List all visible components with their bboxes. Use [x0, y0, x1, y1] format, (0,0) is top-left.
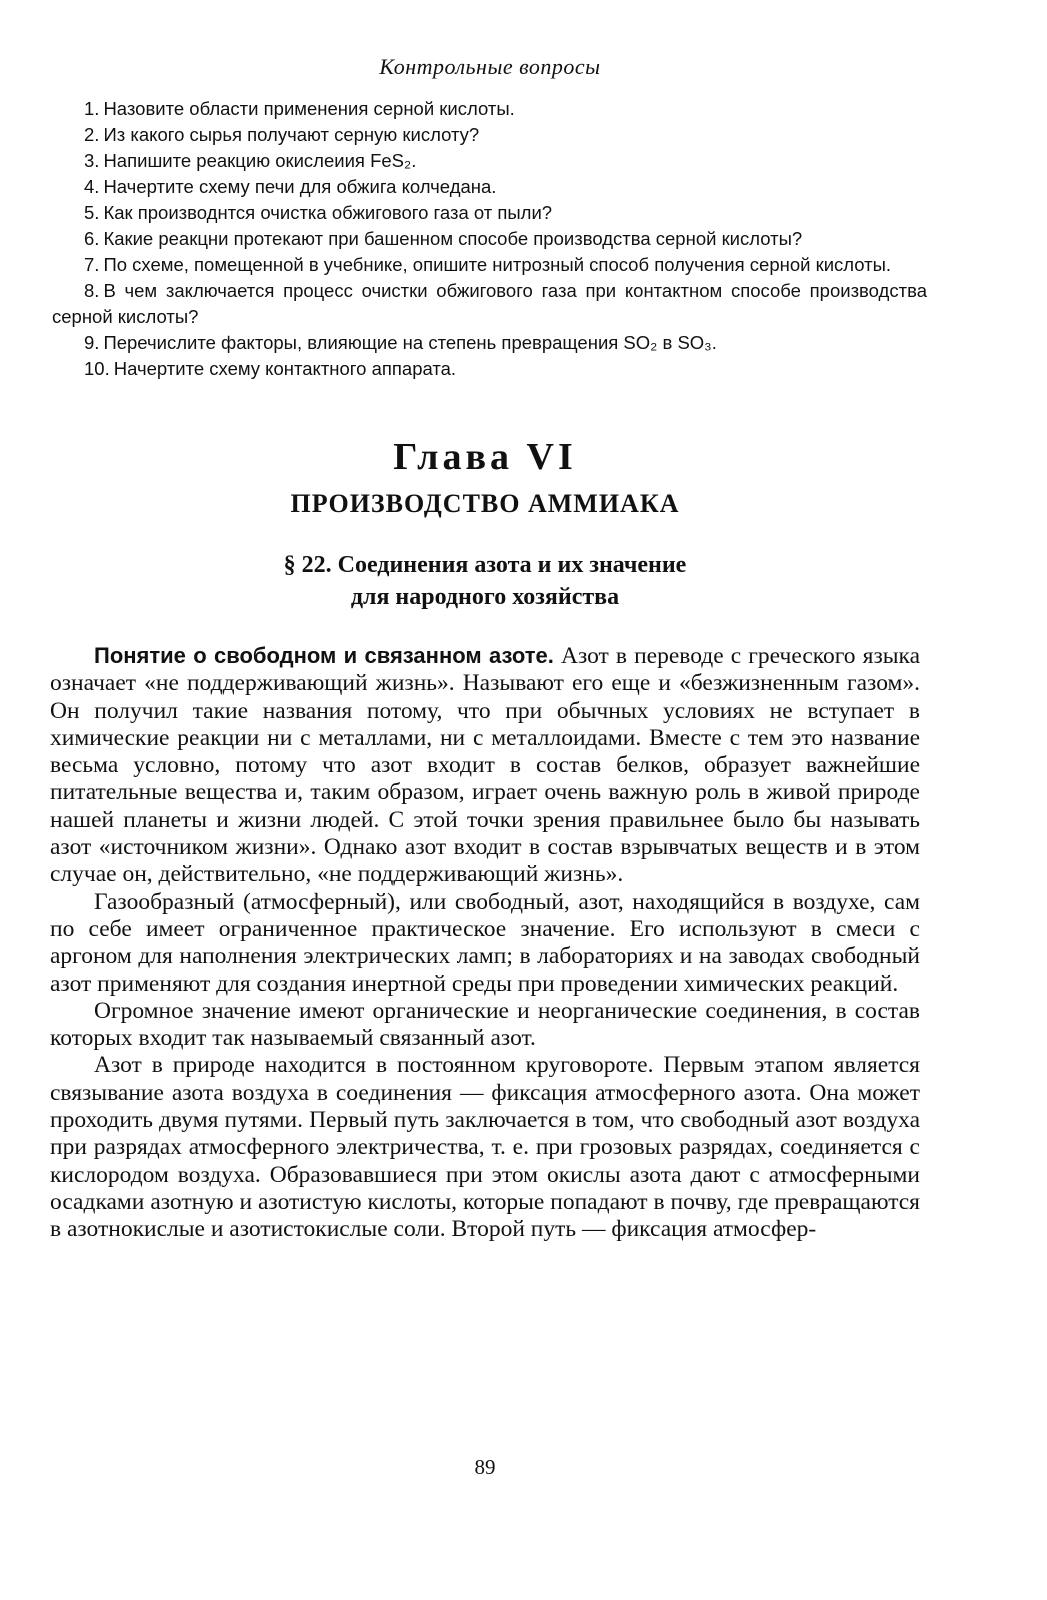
question-number: 10. — [84, 358, 110, 379]
question-number: 6. — [84, 228, 100, 249]
question-item — [52, 330, 927, 356]
paragraph-3: Огромное значение имеют органические и неорганические соединения, в состав которых входит так называемый связанный азот. — [50, 997, 920, 1052]
section-title — [0, 549, 970, 613]
questions-heading: Контрольные вопросы — [379, 54, 601, 79]
paragraph-4: Азот в природе находится в постоянном круговороте. Первым этапом является связывание азота воздуха в соединения — фиксация атмосферного азота. Она может проходить двумя путями. Первый путь заключается в том, что свободный азот воздуха при разрядах атмосферного электричества, т. е. при грозовых разрядах, соединяется с кислородом воздуха. Образовавшиеся при этом окислы азота дают с атмосферными осадками азотную и азотистую кислоты, которые попадают в почву, где превращаются в азотнокислые и азотистокислые соли. Второй путь — фиксация атмосфер- — [50, 1052, 920, 1243]
question-item — [52, 278, 927, 330]
question-item — [52, 252, 927, 278]
question-text: Какие реакцни протекают при башенном способе производства серной кислоты? — [103, 228, 803, 249]
paragraph-1 — [50, 642, 920, 889]
question-text: Как производнтся очистка обжигового газа от пыли? — [103, 202, 553, 223]
question-text: Начертите схему контактного аппарата. — [113, 358, 457, 379]
question-text: В чем заключается процесс очистки обжигового газа при контактном способе производства серной кислоты? — [52, 280, 927, 327]
question-item — [52, 148, 927, 174]
section-title-line-1: § 22. Соединения азота и их значение — [283, 552, 687, 578]
page-number: 89 — [474, 1455, 496, 1479]
question-text: Напишите реакцию окислеиия FeS₂. — [103, 150, 417, 171]
question-text: Начертите схему печи для обжига колчедана. — [103, 176, 497, 197]
question-number: 7. — [84, 254, 100, 275]
question-number: 5. — [84, 202, 100, 223]
question-item — [52, 200, 927, 226]
question-item — [52, 356, 927, 382]
question-number: 8. — [84, 280, 100, 301]
question-item — [52, 96, 927, 122]
question-item — [52, 226, 927, 252]
chapter-title: ПРОИЗВОДСТВО АММИАКА — [290, 489, 680, 518]
question-number: 2. — [84, 124, 100, 145]
question-number: 3. — [84, 150, 100, 171]
chapter-label: Глава VI — [393, 436, 577, 478]
paragraph-2: Газообразный (атмосферный), или свободный, азот, находящийся в воздухе, сам по себе имеет ограниченное практическое значение. Его используют в смеси с аргоном для наполнения электрических ламп; в лабораториях и на заводах свободный азот применяют для создания инертной среды при проведении химических реакций. — [50, 888, 920, 997]
question-text: По схеме, помещенной в учебнике, опишите нитрозный способ получения серной кислоты. — [103, 254, 892, 275]
paragraph-1-text: Азот в переводе с греческого языка означает «не поддерживающий жизнь». Называют его еще и «безжизненным газом». Он получил такие названия потому, что при обычных условиях не вступает в химические реакции ни с металлами, ни с металлоидами. Вместе с тем это название весьма условно, потому что азот входит в состав белков, образует важнейшие питательные вещества и, таким образом, играет очень важную роль в живой природе нашей планеты и жизни людей. С этой точки зрения правильнее было бы называть азот «источником жизни». Однако азот входит в состав взрывчатых веществ и в этом случае он, действительно, «не поддерживающий жизнь». — [50, 643, 921, 888]
question-number: 1. — [84, 98, 100, 119]
question-number: 4. — [84, 176, 100, 197]
question-text: Назовите области применения серной кислоты. — [103, 98, 515, 119]
body-text — [50, 642, 920, 1244]
question-text: Перечислите факторы, влияющие на степень превращения SO₂ в SO₃. — [103, 332, 717, 353]
question-number: 9. — [84, 332, 100, 353]
question-item — [52, 174, 927, 200]
question-text: Из какого сырья получают серную кислоту? — [103, 124, 480, 145]
section-title-line-2: для народного хозяйства — [350, 584, 620, 610]
questions-list — [52, 96, 927, 382]
paragraph-heading: Понятие о свободном и связанном азоте. — [94, 643, 554, 668]
question-item — [52, 122, 927, 148]
